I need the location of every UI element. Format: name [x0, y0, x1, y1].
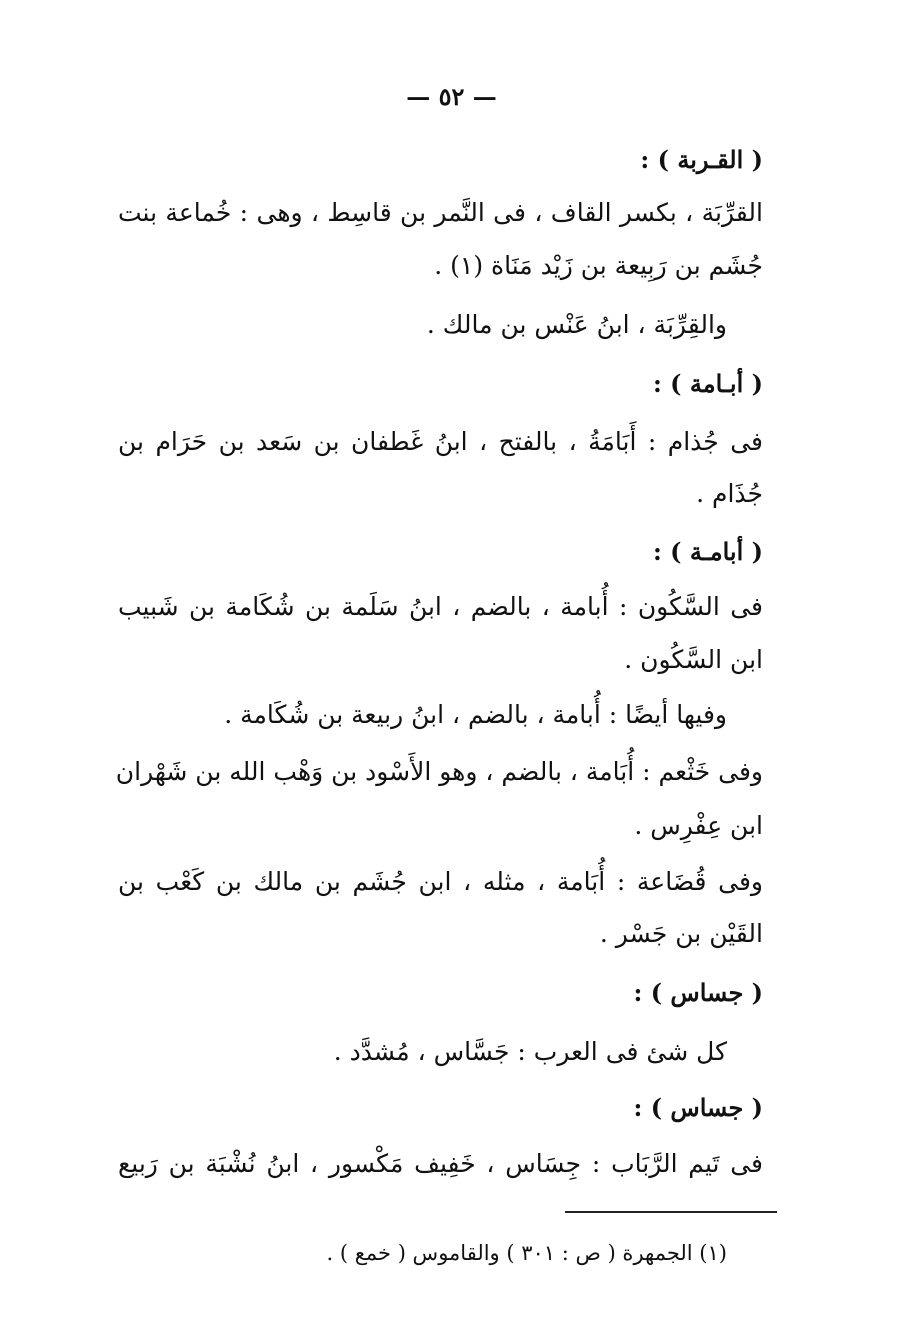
entry-line: فى السَّكُون : أُبامة ، بالضم ، ابنُ سَلَمة بن شُكَامة بن شَبيب [118, 592, 763, 621]
entry-line: جُذَام . [696, 479, 763, 508]
entry-line: وفى خَثْعم : أُبَامة ، بالضم ، وهو الأَسْود بن وَهْب الله بن شَهْران [115, 757, 763, 786]
entry-heading: ( جساس ) : [633, 978, 763, 1007]
page-number: — ٥٢ — [406, 82, 497, 111]
entry-line: ابن عِفْرِس . [634, 811, 763, 840]
entry-line: فى تَيم الرَّبَاب : جِسَاس ، خَفِيف مَكْسور ، ابنُ نُشْبَة بن رَبيع [118, 1149, 763, 1178]
entry-line: كل شئ فى العرب : جَسَّاس ، مُشدَّد . [333, 1037, 727, 1066]
entry-heading: ( أبـامة ) : [652, 369, 763, 398]
entry-line: والقِرِّبَة ، ابنُ عَنْس بن مالك . [426, 310, 727, 339]
entry-line: ابن السَّكُون . [624, 645, 763, 674]
entry-line: وفيها أيضًا : أُبامة ، بالضم ، ابنُ ربيعة بن شُكَامة . [224, 700, 727, 729]
entry-line: فى جُذام : أَبَامَةُ ، بالفتح ، ابنُ غَطفان بن سَعد بن حَرَام بن [118, 427, 763, 456]
entry-line: جُشَم بن رَبِيعة بن زَيْد مَنَاة (١) . [434, 251, 763, 280]
entry-heading: ( القـربة ) : [640, 145, 763, 174]
entry-heading: ( أبامـة ) : [652, 537, 763, 566]
entry-heading: ( جساس ) : [633, 1093, 763, 1122]
entry-line: وفى قُضَاعة : أُبَامة ، مثله ، ابن جُشَم بن مالك بن كَعْب بن [118, 867, 763, 896]
footnote-divider [565, 1211, 777, 1213]
entry-line: القَيْن بن جَسْر . [599, 919, 763, 948]
footnote: (١) الجمهرة ( ص : ٣٠١ ) والقاموس ( خمع ) . [326, 1241, 727, 1265]
entry-line: القرِّبَة ، بكسر القاف ، فى النَّمر بن قاسِط ، وهى : خُماعة بنت [118, 198, 763, 227]
